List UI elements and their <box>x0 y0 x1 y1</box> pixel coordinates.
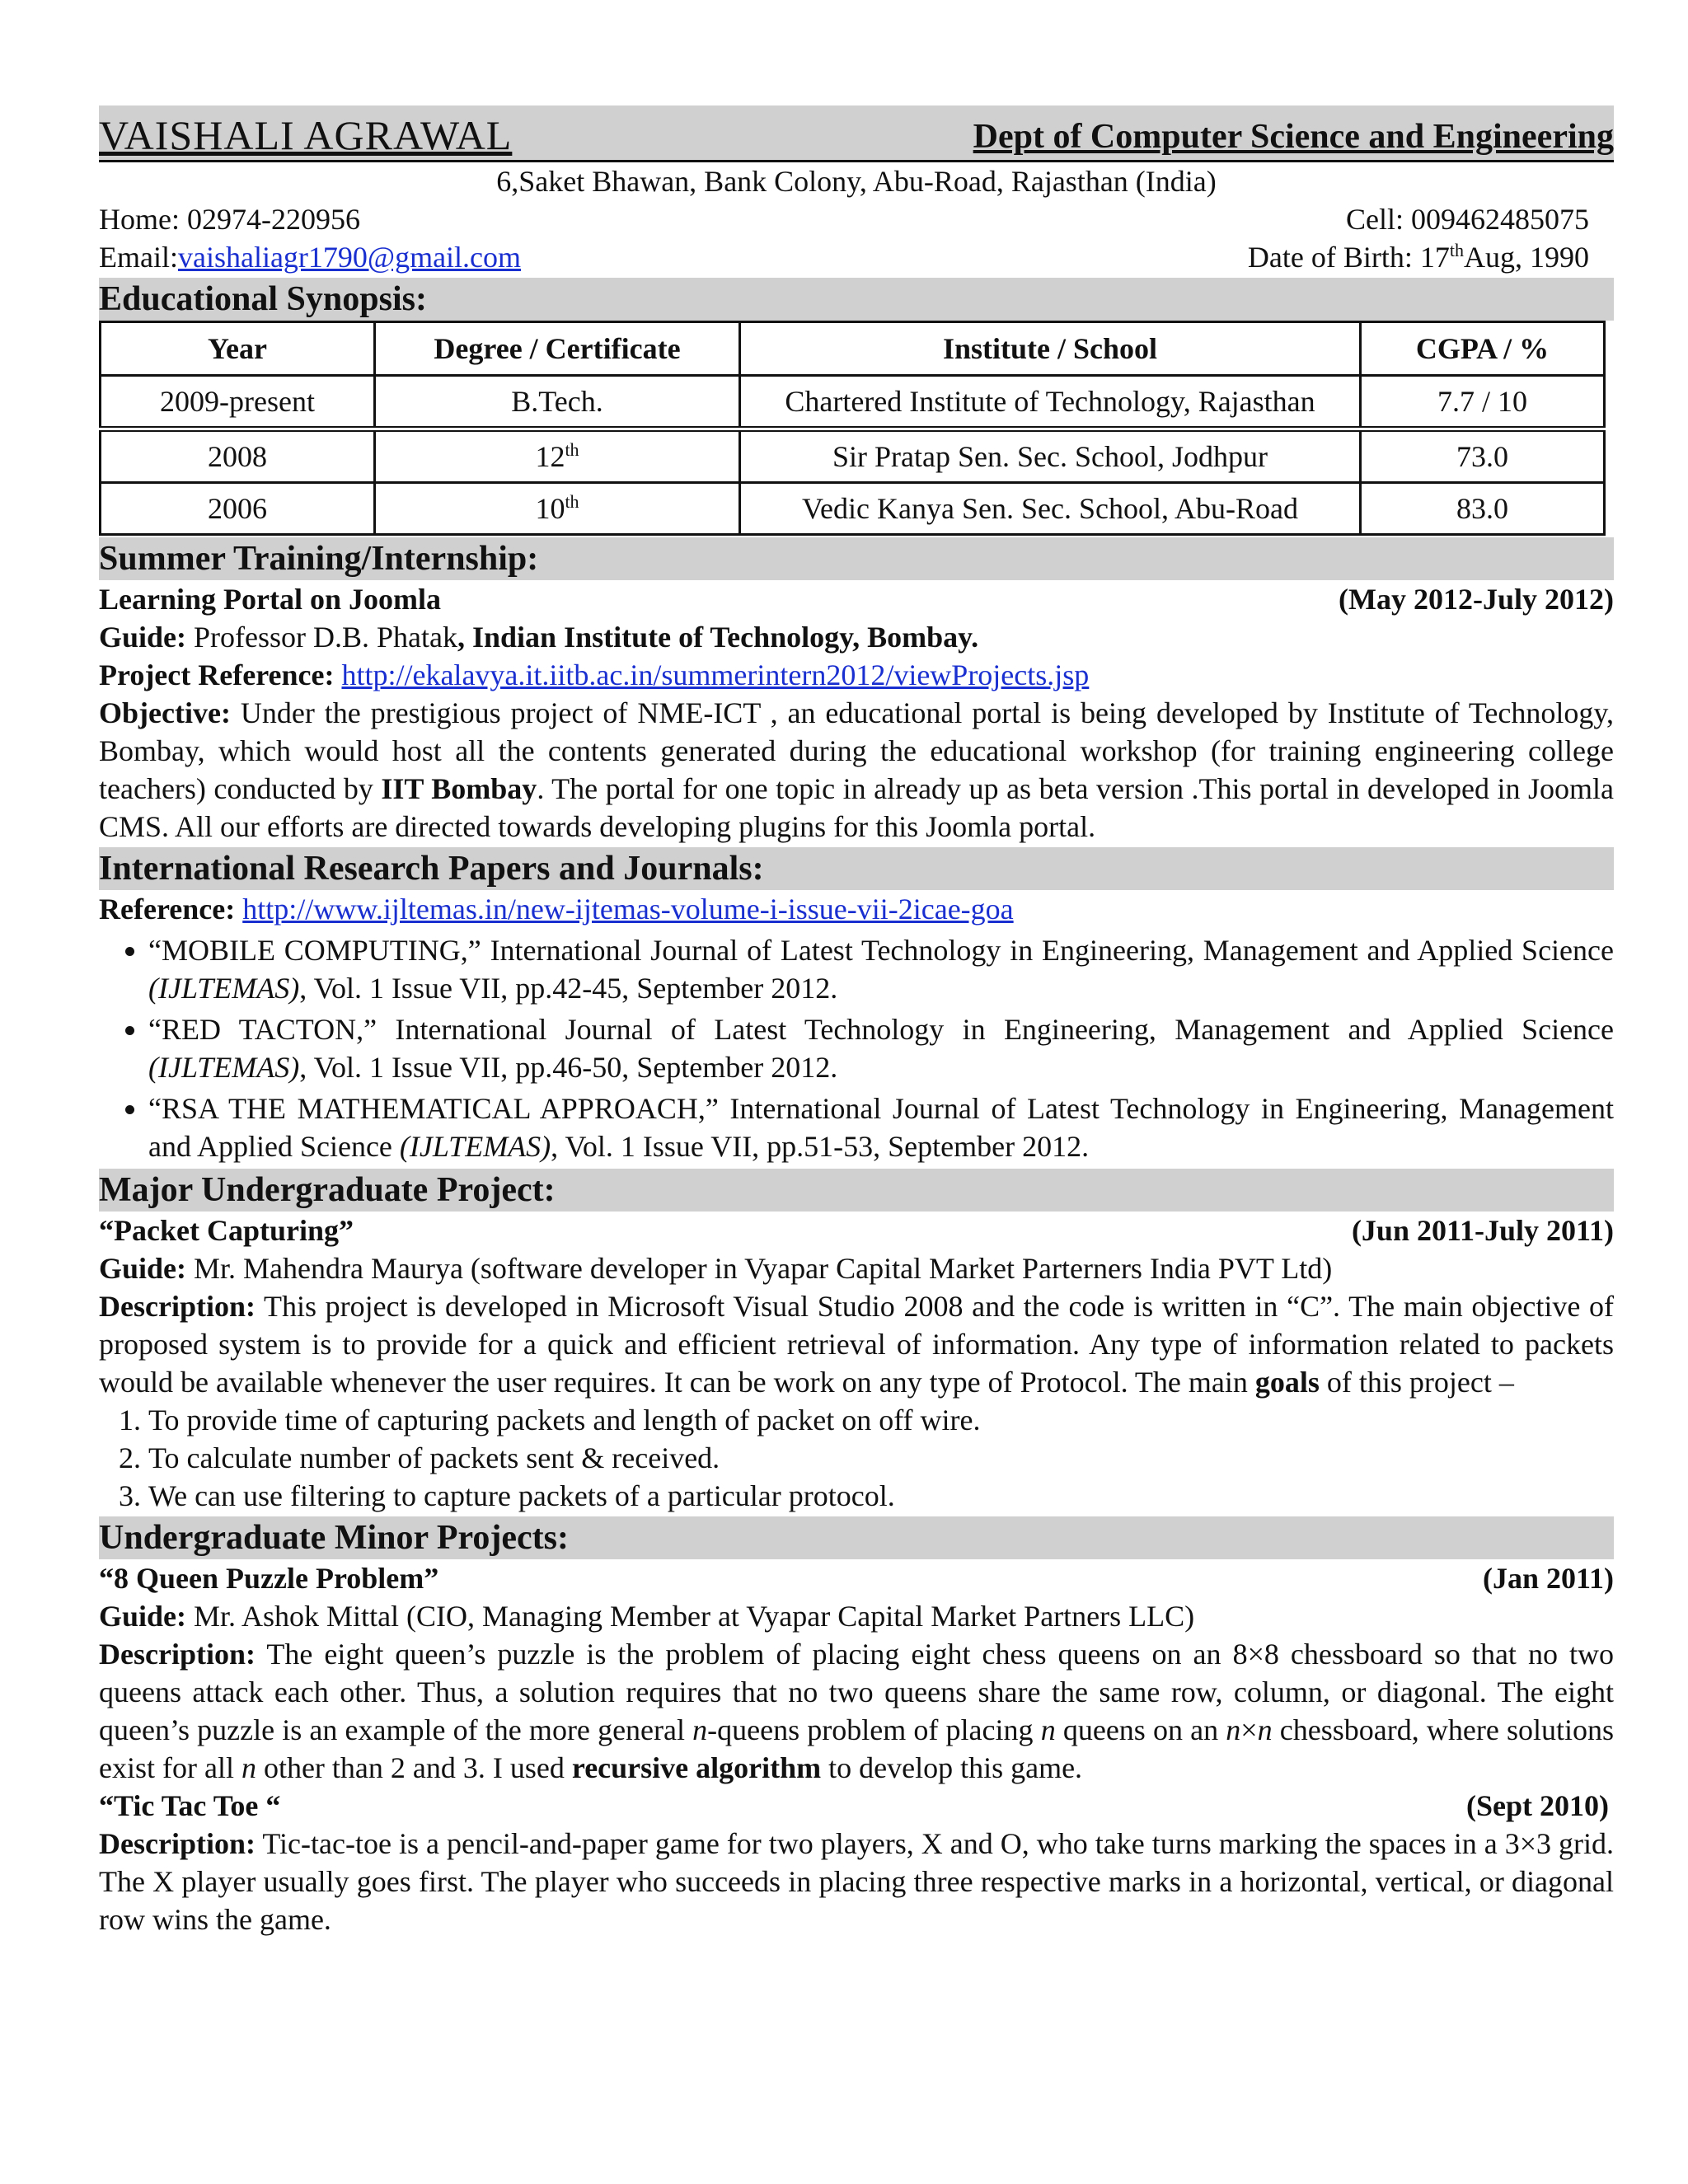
desc-b: -queens problem of placing <box>707 1713 1041 1746</box>
guide-label: Guide: <box>99 1600 187 1633</box>
contact-row-2 <box>99 238 1614 276</box>
guide-label: Guide: <box>99 621 187 654</box>
major-guide <box>99 1249 1614 1287</box>
cell-phone: Cell: 009462485075 <box>1346 203 1589 236</box>
cell-year: 2008 <box>101 429 375 483</box>
desc-n: n <box>241 1751 256 1784</box>
cell-year: 2006 <box>101 483 375 535</box>
guide-text: Mr. Mahendra Maurya (software developer in Vyapar Capital Market Parterners India PVT Ltd) <box>186 1252 1333 1285</box>
description-label: Description: <box>99 1827 256 1860</box>
table-row <box>101 429 1605 483</box>
list-item: 2. To calculate number of packets sent & received. <box>148 1439 1614 1477</box>
minor-project-1-guide <box>99 1597 1614 1635</box>
training-objective <box>99 694 1614 846</box>
section-training: Summer Training/Internship: <box>99 537 1614 580</box>
training-guide <box>99 618 1614 656</box>
dob-prefix: Date of Birth: 17 <box>1247 241 1450 274</box>
cell-score: 83.0 <box>1361 483 1605 535</box>
list-item <box>148 1090 1614 1165</box>
education-table <box>99 321 1606 536</box>
paper-journal: (IJLTEMAS) <box>148 1051 300 1084</box>
table-row <box>101 376 1605 429</box>
desc-f: to develop this game. <box>821 1751 1083 1784</box>
section-minor-projects: Undergraduate Minor Projects: <box>99 1516 1614 1559</box>
col-year: Year <box>101 322 375 376</box>
goals-list <box>99 1401 1614 1515</box>
dob-suffix: Aug, 1990 <box>1464 241 1589 274</box>
training-dates: (May 2012-July 2012) <box>1339 583 1614 616</box>
objective-label: Objective: <box>99 696 231 729</box>
email-link[interactable]: vaishaliagr1790@gmail.com <box>177 241 522 274</box>
degree-sup: th <box>565 439 579 460</box>
email-line <box>99 238 521 276</box>
cell-degree <box>375 429 740 483</box>
desc-n: n <box>1226 1713 1241 1746</box>
contact-row-1 <box>99 200 1614 238</box>
paper-journal: (IJLTEMAS) <box>399 1130 551 1163</box>
desc-bold: recursive algorithm <box>571 1751 822 1784</box>
description-text-2: of this project – <box>1319 1366 1514 1399</box>
email-label: Email: <box>99 241 178 274</box>
paper-details: , Vol. 1 Issue VII, pp.51-53, September 2012. <box>551 1130 1090 1163</box>
training-reference <box>99 656 1614 694</box>
paper-title: “MOBILE COMPUTING,” International Journal of Latest Technology in Engineering, Management and Applied Science <box>148 934 1614 967</box>
desc-d: chessboard, where solutions exist for all <box>99 1713 1614 1784</box>
objective-bold: IIT Bombay <box>381 772 537 805</box>
minor-project-1-dates: (Jan 2011) <box>1482 1562 1614 1595</box>
candidate-name: VAISHALI AGRAWAL <box>99 112 513 158</box>
paper-details: , Vol. 1 Issue VII, pp.46-50, September 2012. <box>299 1051 838 1084</box>
desc-n: n <box>1257 1713 1273 1746</box>
paper-journal: (IJLTEMAS) <box>148 972 300 1005</box>
papers-list <box>99 931 1614 1165</box>
list-item <box>148 931 1614 1007</box>
cell-degree <box>375 376 740 429</box>
col-degree: Degree / Certificate <box>375 322 740 376</box>
section-research: International Research Papers and Journals: <box>99 847 1614 890</box>
cell-degree <box>375 483 740 535</box>
minor-project-1-row <box>99 1559 1614 1597</box>
desc-c: queens on an <box>1055 1713 1226 1746</box>
major-description <box>99 1287 1614 1401</box>
dob-sup: th <box>1449 240 1464 260</box>
minor-project-2-description <box>99 1825 1614 1938</box>
col-score: CGPA / % <box>1361 322 1605 376</box>
paper-title: “RSA THE MATHEMATICAL APPROACH,” International Journal of Latest Technology in Engineering, Management and Applied Science <box>148 1092 1614 1163</box>
degree-text: B.Tech. <box>511 385 603 418</box>
degree-sup: th <box>565 491 579 512</box>
name-bar <box>99 105 1614 162</box>
description-bold: goals <box>1254 1366 1320 1399</box>
major-project-title: “Packet Capturing” <box>99 1214 354 1247</box>
cell-institute: Vedic Kanya Sen. Sec. School, Abu-Road <box>740 483 1361 535</box>
project-reference-link[interactable]: http://ekalavya.it.iitb.ac.in/summerintern2012/viewProjects.jsp <box>341 658 1090 691</box>
section-major-project: Major Undergraduate Project: <box>99 1169 1614 1212</box>
objective-text-2: . The portal for one topic in already up as beta version .This portal in developed in Joomla CMS. All our efforts are directed towards developing plugins for this Joomla portal. <box>99 772 1615 843</box>
major-project-row <box>99 1212 1614 1249</box>
research-reference-link[interactable]: http://www.ijltemas.in/new-ijtemas-volume-i-issue-vii-2icae-goa <box>242 893 1014 926</box>
list-item <box>148 1010 1614 1086</box>
degree-text: 10 <box>535 492 565 525</box>
desc-n: n <box>692 1713 708 1746</box>
paper-details: , Vol. 1 Issue VII, pp.42-45, September 2012. <box>299 972 838 1005</box>
minor-project-1-title: “8 Queen Puzzle Problem” <box>99 1562 439 1595</box>
description-text: Tic-tac-toe is a pencil-and-paper game for two players, X and O, who take turns marking the spaces in a 3×3 grid. The X player usually goes first. The player who succeeds in placing three respective marks in a horizontal, vertical, or diagonal row wins the game. <box>99 1827 1614 1936</box>
desc-a: The eight queen’s puzzle is the problem of placing eight chess queens on an 8×8 chessboard so that no two queens attack each other. Thus, a solution requires that no two queens share the same row, column, or diagonal. The eight queen’s puzzle is an example of the more general <box>99 1638 1614 1746</box>
guide-text: Mr. Ashok Mittal (CIO, Managing Member at Vyapar Capital Market Partners LLC) <box>186 1600 1195 1633</box>
description-text: This project is developed in Microsoft Visual Studio 2008 and the code is written in “C”. The main objective of proposed system is to provide for a quick and efficient retrieval of information. Any type of information related to packets would be available whenever the user requires. It can be work on any type of Protocol. The main <box>99 1290 1614 1399</box>
resume-page <box>99 105 1614 1938</box>
training-project-row <box>99 580 1614 618</box>
description-label: Description: <box>99 1638 256 1671</box>
table-row <box>101 483 1605 535</box>
guide-name: Professor D.B. Phatak <box>186 621 457 654</box>
guide-org: , Indian Institute of Technology, Bombay. <box>457 621 979 654</box>
reference-label: Reference: <box>99 893 236 926</box>
minor-project-2-title: “Tic Tac Toe “ <box>99 1789 281 1822</box>
list-item: 3. We can use filtering to capture packets of a particular protocol. <box>148 1477 1614 1515</box>
date-of-birth <box>1248 238 1589 276</box>
section-education: Educational Synopsis: <box>99 278 1614 321</box>
objective-text: Under the prestigious project of NME-ICT , an educational portal is being developed by Institute of Technology, Bombay, which would host all the contents generated during the educational workshop (for training engineering college teachers) conducted by <box>99 696 1614 805</box>
minor-project-2-row <box>99 1787 1614 1825</box>
department: Dept of Computer Science and Engineering <box>973 118 1614 156</box>
minor-project-2-dates: (Sept 2010) <box>1466 1789 1609 1822</box>
minor-project-1-description <box>99 1635 1614 1787</box>
research-reference <box>99 890 1614 928</box>
guide-label: Guide: <box>99 1252 187 1285</box>
cell-institute: Chartered Institute of Technology, Rajasthan <box>740 376 1361 429</box>
training-project: Learning Portal on Joomla <box>99 583 441 616</box>
desc-e: other than 2 and 3. I used <box>256 1751 572 1784</box>
paper-title: “RED TACTON,” International Journal of Latest Technology in Engineering, Management and Applied Science <box>148 1013 1614 1046</box>
list-item: 1. To provide time of capturing packets and length of packet on off wire. <box>148 1401 1614 1439</box>
col-institute: Institute / School <box>740 322 1361 376</box>
description-label: Description: <box>99 1290 256 1323</box>
reference-label: Project Reference: <box>99 658 335 691</box>
cell-score: 7.7 / 10 <box>1361 376 1605 429</box>
cell-institute: Sir Pratap Sen. Sec. School, Jodhpur <box>740 429 1361 483</box>
cell-score: 73.0 <box>1361 429 1605 483</box>
table-header-row <box>101 322 1605 376</box>
desc-times: × <box>1240 1713 1258 1746</box>
address: 6,Saket Bhawan, Bank Colony, Abu-Road, Rajasthan (India) <box>496 165 1217 198</box>
major-project-dates: (Jun 2011-July 2011) <box>1351 1214 1614 1247</box>
home-phone: Home: 02974-220956 <box>99 203 360 236</box>
desc-n: n <box>1040 1713 1056 1746</box>
degree-text: 12 <box>535 440 565 473</box>
cell-year: 2009-present <box>101 376 375 429</box>
